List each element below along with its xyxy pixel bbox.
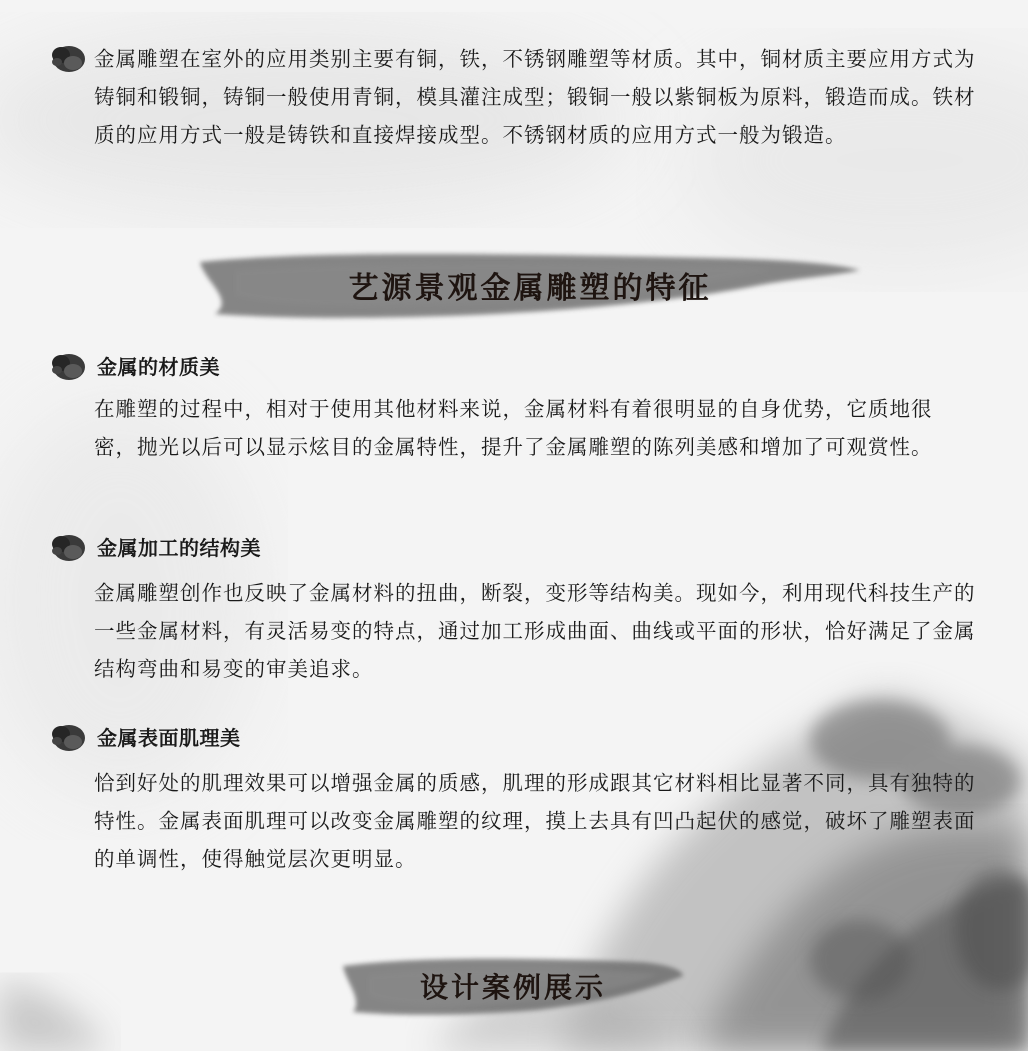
section-title-features: 艺源景观金属雕塑的特征 bbox=[348, 271, 712, 306]
feature-title: 金属加工的结构美 bbox=[97, 536, 261, 560]
ink-stone-bullet-icon bbox=[46, 720, 88, 756]
section-banner bbox=[195, 246, 865, 324]
feature-text: 在雕塑的过程中，相对于使用其他材料来说，金属材料有着很明显的自身优势，它质地很密，抛光以后可以显示炫目的金属特性，提升了金属雕塑的陈列美感和增加了可观赏性。 bbox=[94, 397, 933, 459]
ink-stone-bullet-icon bbox=[46, 530, 88, 566]
section-banner bbox=[338, 952, 688, 1022]
intro-paragraph: 金属雕塑在室外的应用类别主要有铜，铁，不锈钢雕塑等材质。其中，铜材质主要应用方式为铸铜和锻铜，铸铜一般使用青铜，模具灌注成型；锻铜一般以紫铜板为原料，锻造而成。铁材质的应用方式一般是铸铁和直接焊接成型。不锈钢材质的应用方式一般为锻造。 bbox=[94, 47, 976, 147]
feature-title: 金属的材质美 bbox=[97, 355, 220, 379]
feature-text: 恰到好处的肌理效果可以增强金属的质感，肌理的形成跟其它材料相比显著不同，具有独特的特性。金属表面肌理可以改变金属雕塑的纹理，摸上去具有凹凸起伏的感觉，破坏了雕塑表面的单调性，使得触觉层次更明显。 bbox=[94, 771, 976, 871]
section-title-cases: 设计案例展示 bbox=[419, 971, 606, 1004]
feature-title: 金属表面肌理美 bbox=[97, 726, 241, 750]
ink-stone-bullet-icon bbox=[46, 349, 88, 385]
ink-stone-bullet-icon bbox=[46, 41, 88, 77]
feature-text: 金属雕塑创作也反映了金属材料的扭曲，断裂，变形等结构美。现如今，利用现代科技生产的一些金属材料，有灵活易变的特点，通过加工形成曲面、曲线或平面的形状，恰好满足了金属结构弯曲和易变的审美追求。 bbox=[94, 581, 976, 681]
